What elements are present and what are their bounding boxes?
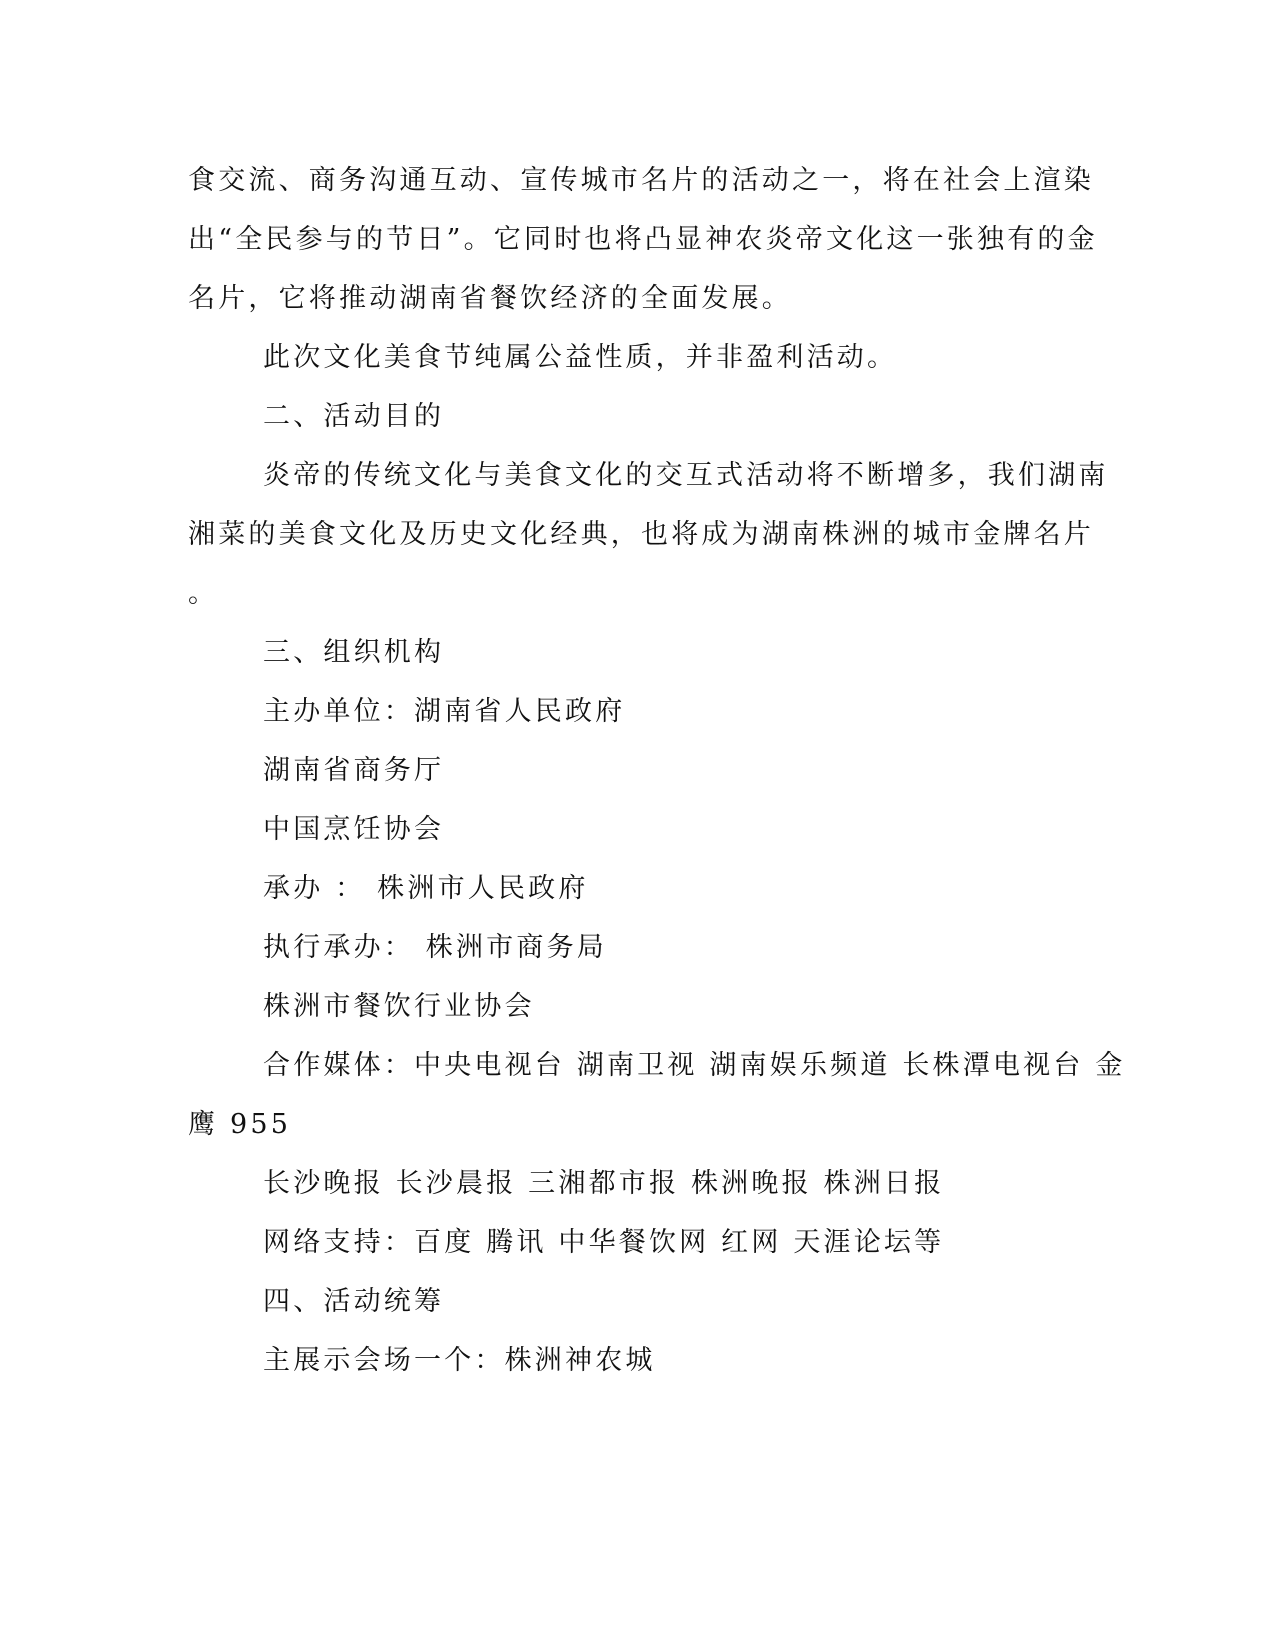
body-text-line: 主展示会场一个：株洲神农城 <box>263 1345 656 1376</box>
body-text-line: 湘菜的美食文化及历史文化经典，也将成为湖南株洲的城市金牌名片 <box>188 519 1094 550</box>
section-heading: 二、活动目的 <box>263 401 445 432</box>
body-text-line: 名片，它将推动湖南省餐饮经济的全面发展。 <box>188 283 792 314</box>
body-text-line: 长沙晚报 长沙晨报 三湘都市报 株洲晚报 株洲日报 <box>263 1168 945 1199</box>
section-heading: 四、活动统筹 <box>263 1286 445 1317</box>
body-text-line: 食交流、商务沟通互动、宣传城市名片的活动之一，将在社会上渲染 <box>188 165 1094 196</box>
body-text-line: 中国烹饪协会 <box>263 814 445 845</box>
body-text-line: 鹰 955 <box>188 1109 292 1140</box>
body-text-line: 炎帝的传统文化与美食文化的交互式活动将不断增多，我们湖南 <box>263 460 1109 491</box>
body-text-line: 出“全民参与的节日”。它同时也将凸显神农炎帝文化这一张独有的金 <box>188 224 1098 255</box>
body-text-line: 株洲市餐饮行业协会 <box>263 991 535 1022</box>
body-text-line: 湖南省商务厅 <box>263 755 445 786</box>
body-text-line: 合作媒体：中央电视台 湖南卫视 湖南娱乐频道 长株潭电视台 金 <box>263 1050 1126 1081</box>
body-text-line: 承办 ： 株洲市人民政府 <box>263 873 589 904</box>
body-text-line: 主办单位：湖南省人民政府 <box>263 696 626 727</box>
body-text-line: 网络支持：百度 腾讯 中华餐饮网 红网 天涯论坛等 <box>263 1227 945 1258</box>
body-text-line: 。 <box>188 578 219 609</box>
body-text-line: 此次文化美食节纯属公益性质，并非盈利活动。 <box>263 342 898 373</box>
section-heading: 三、组织机构 <box>263 637 445 668</box>
body-text-line: 执行承办： 株洲市商务局 <box>263 932 607 963</box>
